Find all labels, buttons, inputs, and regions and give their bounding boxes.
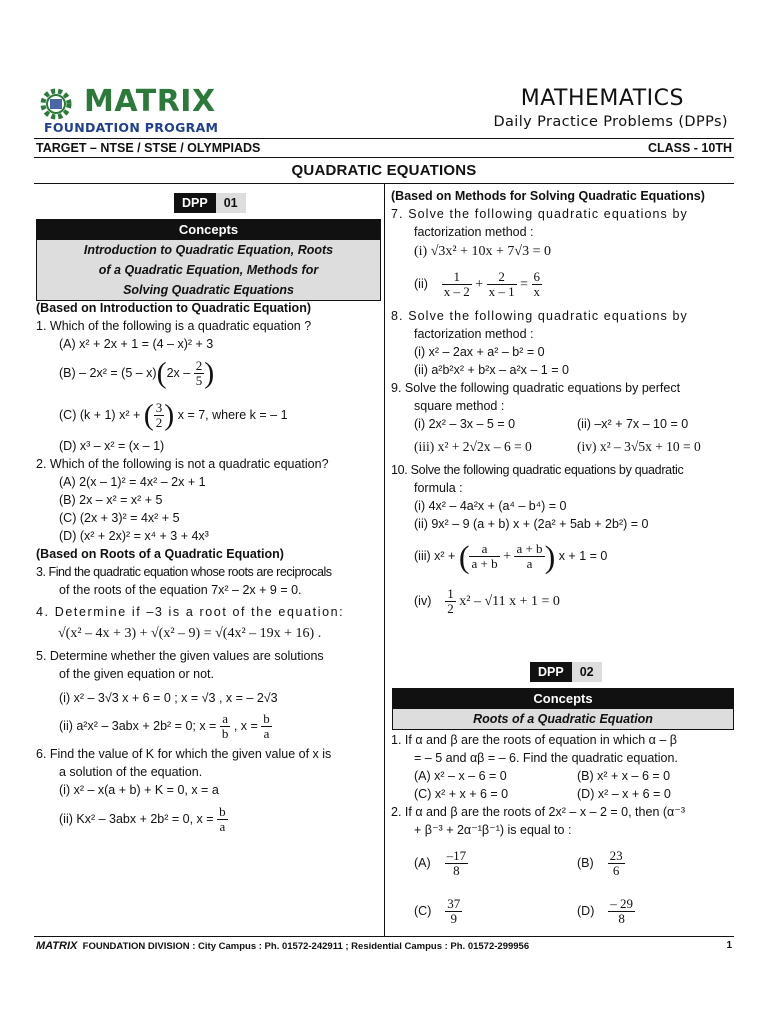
question-7-i: (i) √3x² + 10x + 7√3 = 0 — [414, 244, 551, 259]
question-4-equation: √(x² – 4x + 3) + √(x² – 9) = √(4x² – 19x + 16) . — [58, 626, 322, 641]
question-10-cont: formula : — [414, 481, 463, 495]
fraction-num: a + b — [516, 541, 543, 557]
option-D: (D) x² – x + 6 = 0 — [577, 787, 671, 801]
right-column — [391, 187, 734, 623]
fraction-den: 9 — [450, 910, 458, 926]
topic-title: QUADRATIC EQUATIONS — [291, 162, 477, 179]
option-2c: (C) (2x + 3)² = 4x² + 5 — [59, 511, 180, 525]
fraction-num: a — [469, 542, 499, 557]
fraction-den: 5 — [195, 373, 203, 389]
fraction-den: 8 — [453, 862, 460, 878]
option-C: (C) x² + x + 6 = 0 — [414, 787, 509, 801]
question-6-ii-text: (ii) Kx² – 3abx + 2b² = 0, x = — [59, 812, 214, 826]
option-D — [577, 897, 635, 926]
dpp-number: 02 — [572, 662, 602, 682]
equals-sign: = — [520, 277, 529, 292]
concepts-heading: Concepts — [37, 220, 380, 240]
option-1c-text: (C) (k + 1) x² + — [59, 408, 141, 422]
matrix-logo — [38, 86, 233, 136]
fraction-den: a — [526, 556, 533, 572]
question-9-cont: square method : — [414, 399, 505, 413]
brand-title: MATRIX — [84, 84, 216, 119]
fraction-den: x – 1 — [488, 284, 515, 300]
question-2-cont: + β⁻³ + 2α⁻¹β⁻¹) is equal to : — [414, 823, 572, 837]
footer-text — [36, 940, 529, 952]
concept-line: of a Quadratic Equation, Methods for — [98, 263, 319, 277]
fraction-num: 2 — [195, 358, 203, 374]
dpp-01-badge — [174, 193, 246, 213]
question-10: 10. Solve the following quadratic equations by quadratic — [391, 463, 684, 477]
section-heading: (Based on Roots of a Quadratic Equation) — [36, 547, 284, 561]
question-3: 3. Find the quadratic equation whose roots are reciprocals — [36, 565, 332, 579]
concepts-body — [37, 240, 380, 300]
fraction-den: a + b — [471, 556, 498, 572]
paren-close: ) — [204, 356, 215, 390]
question-5-i: (i) x² – 3√3 x + 6 = 0 ; x = √3 , x = – 2√3 — [59, 691, 278, 705]
fraction-num: 6 — [533, 269, 541, 285]
fraction-den: a — [219, 819, 226, 835]
question-1: 1. If α and β are the roots of equation in which α – β — [391, 733, 677, 747]
left-column — [36, 299, 380, 839]
question-7: 7. Solve the following quadratic equations by — [391, 207, 688, 221]
fraction-num: –17 — [446, 847, 467, 863]
paren-close: ) — [544, 538, 556, 575]
plus-sign: + — [475, 277, 484, 292]
question-9-ii: (ii) –x² + 7x – 10 = 0 — [577, 417, 689, 431]
question-5-cont: of the given equation or not. — [59, 667, 214, 681]
options-row-4 — [391, 887, 734, 935]
option-B: (B) x² + x – 6 = 0 — [577, 769, 671, 783]
option-label: (A) — [414, 855, 431, 870]
option-1d: (D) x³ – x² = (x – 1) — [59, 439, 165, 453]
question-5: 5. Determine whether the given values are solutions — [36, 649, 324, 663]
question-10-iii — [391, 533, 734, 579]
question-6-cont: a solution of the equation. — [59, 765, 203, 779]
fraction — [469, 542, 499, 571]
fraction-den: 8 — [618, 910, 625, 926]
question-4: 4. Determine if –3 is a root of the equation: — [36, 605, 345, 619]
option-A — [414, 849, 577, 878]
fraction — [445, 849, 469, 878]
option-A: (A) x² – x – 6 = 0 — [414, 769, 507, 783]
option-2b: (B) 2x – x² = x² + 5 — [59, 493, 163, 507]
option-1b-text: (B) – 2x² = (5 – x) — [59, 366, 157, 380]
column-divider — [384, 184, 385, 936]
concepts-body: Roots of a Quadratic Equation — [393, 709, 733, 729]
fraction-den: 2 — [447, 601, 454, 617]
header-divider-2 — [34, 157, 734, 158]
fraction — [608, 897, 635, 926]
option-1c-rest: x = 7, where k = – 1 — [177, 408, 288, 422]
question-7-ii-label: (ii) — [414, 277, 428, 291]
question-10-iii-text: (iii) x² + — [414, 549, 456, 563]
question-8-i: (i) x² – 2ax + a² – b² = 0 — [414, 345, 545, 359]
question-9-row2 — [391, 433, 734, 461]
fraction-den: 6 — [612, 862, 620, 878]
question-1-cont: = – 5 and αβ = – 6. Find the quadratic equation. — [414, 751, 678, 765]
question-9-iii: (iii) x² + 2√2x – 6 = 0 — [414, 439, 532, 454]
paren-open: ( — [458, 538, 470, 575]
fraction-num: 37 — [447, 895, 461, 911]
question-6: 6. Find the value of K for which the given value of x is — [36, 747, 332, 761]
fraction-den: x – 2 — [443, 284, 470, 300]
fraction-num: 2 — [487, 270, 517, 285]
brand-subtitle: FOUNDATION PROGRAM — [44, 120, 219, 135]
option-1a: (A) x² + 2x + 1 = (4 – x)² + 3 — [59, 337, 214, 351]
fraction-den: a — [263, 726, 270, 742]
question-7-ii — [391, 263, 734, 305]
question-2: 2. Which of the following is not a quadratic equation? — [36, 457, 329, 471]
options-row-2 — [391, 785, 734, 803]
footer-brand: MATRIX — [36, 940, 78, 952]
plus-sign: + — [503, 549, 511, 564]
dpp-label: DPP — [174, 193, 216, 213]
fraction-num: 1 — [442, 270, 472, 285]
question-8-ii: (ii) a²b²x² + b²x – a²x – 1 = 0 — [414, 363, 569, 377]
fraction — [514, 542, 544, 571]
options-row-1 — [391, 767, 734, 785]
doc-title: Daily Practice Problems (DPPs) — [493, 114, 728, 130]
question-9-row1 — [391, 415, 734, 433]
fraction — [445, 587, 456, 616]
fraction — [220, 712, 231, 741]
question-5-ii — [36, 707, 380, 745]
question-10-iv-label: (iv) — [414, 594, 432, 608]
concepts-box-1 — [36, 219, 381, 301]
fraction-den: b — [221, 726, 229, 742]
fraction-num: b — [263, 711, 270, 727]
question-9-i: (i) 2x² – 3x – 5 = 0 — [414, 417, 516, 431]
fraction — [445, 897, 462, 926]
fraction-num: 3 — [155, 400, 163, 416]
question-3-cont: of the roots of the equation 7x² – 2x + 9 = 0. — [59, 583, 302, 597]
option-label: (C) — [414, 903, 432, 918]
fraction-num: 1 — [447, 586, 454, 602]
question-10-iii-rest: x + 1 = 0 — [558, 549, 608, 563]
header-divider — [34, 138, 734, 139]
fraction — [442, 270, 472, 299]
fraction-num: a — [220, 712, 231, 727]
paren-open: ( — [143, 398, 154, 432]
section-heading: (Based on Introduction to Quadratic Equation) — [36, 301, 311, 315]
question-10-iv-rest: x² – √11 x + 1 = 0 — [459, 594, 560, 609]
option-B — [577, 849, 625, 878]
page-number: 1 — [726, 940, 732, 951]
fraction — [532, 270, 543, 299]
concepts-box-2 — [392, 688, 734, 730]
class-label: CLASS - 10TH — [647, 141, 732, 155]
option-1b-expr: 2x – — [166, 366, 191, 380]
dpp-number: 01 — [216, 193, 246, 213]
fraction — [154, 401, 165, 430]
concept-line: Solving Quadratic Equations — [123, 283, 294, 297]
paren-close: ) — [164, 398, 175, 432]
dpp-label: DPP — [530, 662, 572, 682]
question-5-ii-text: (ii) a²x² – 3abx + 2b² = 0; x = — [59, 719, 217, 733]
concept-line: Introduction to Quadratic Equation, Roots — [83, 243, 334, 257]
fraction — [261, 712, 272, 741]
question-9-iv: (iv) x² – 3√5x + 10 = 0 — [577, 439, 701, 454]
fraction-den: 2 — [155, 415, 163, 431]
question-5-ii-mid: , x = — [233, 719, 258, 733]
question-6-i: (i) x² – x(a + b) + K = 0, x = a — [59, 783, 219, 797]
question-1: 1. Which of the following is a quadratic equation ? — [36, 319, 312, 333]
fraction — [194, 359, 205, 388]
question-9: 9. Solve the following quadratic equations by perfect — [391, 381, 681, 395]
option-label: (B) — [577, 855, 594, 870]
fraction-num: 23 — [609, 847, 623, 863]
question-10-iv — [391, 579, 734, 623]
footer-divider — [34, 936, 734, 937]
target-label: TARGET – NTSE / STSE / OLYMPIADS — [36, 141, 261, 155]
fraction — [608, 849, 625, 878]
dpp-02-badge — [530, 662, 602, 682]
fraction-num: b — [219, 804, 226, 820]
right-column-dpp2 — [391, 731, 734, 935]
footer-contact: FOUNDATION DIVISION : City Campus : Ph. 01572-242911 ; Residential Campus : Ph. 01572-299956 — [82, 941, 530, 952]
option-label: (D) — [577, 903, 595, 918]
section-heading: (Based on Methods for Solving Quadratic Equations) — [391, 189, 705, 203]
fraction — [487, 270, 517, 299]
question-8: 8. Solve the following quadratic equations by — [391, 309, 688, 323]
fraction-den: x — [533, 284, 541, 300]
question-6-ii — [36, 799, 380, 839]
question-10-i: (i) 4x² – 4a²x + (a⁴ – b⁴) = 0 — [414, 499, 567, 513]
subject-title: MATHEMATICS — [520, 86, 684, 111]
question-10-ii: (ii) 9x² – 9 (a + b) x + (2a² + 5ab + 2b²) = 0 — [414, 517, 649, 531]
fraction — [217, 805, 228, 834]
option-2d: (D) (x² + 2x)² = x⁴ + 3 + 4x³ — [59, 529, 209, 543]
option-C — [414, 897, 577, 926]
option-2a: (A) 2(x – 1)² = 4x² – 2x + 1 — [59, 475, 206, 489]
options-row-3 — [391, 839, 734, 887]
option-1c — [36, 393, 380, 437]
concepts-heading: Concepts — [393, 689, 733, 709]
gear-logo-icon — [38, 86, 74, 122]
question-7-cont: factorization method : — [414, 225, 534, 239]
fraction-num: – 29 — [610, 895, 634, 911]
option-1b — [36, 353, 380, 393]
question-8-cont: factorization method : — [414, 327, 534, 341]
question-2: 2. If α and β are the roots of 2x² – x – 2 = 0, then (α⁻³ — [391, 805, 686, 819]
paren-open: ( — [156, 356, 167, 390]
